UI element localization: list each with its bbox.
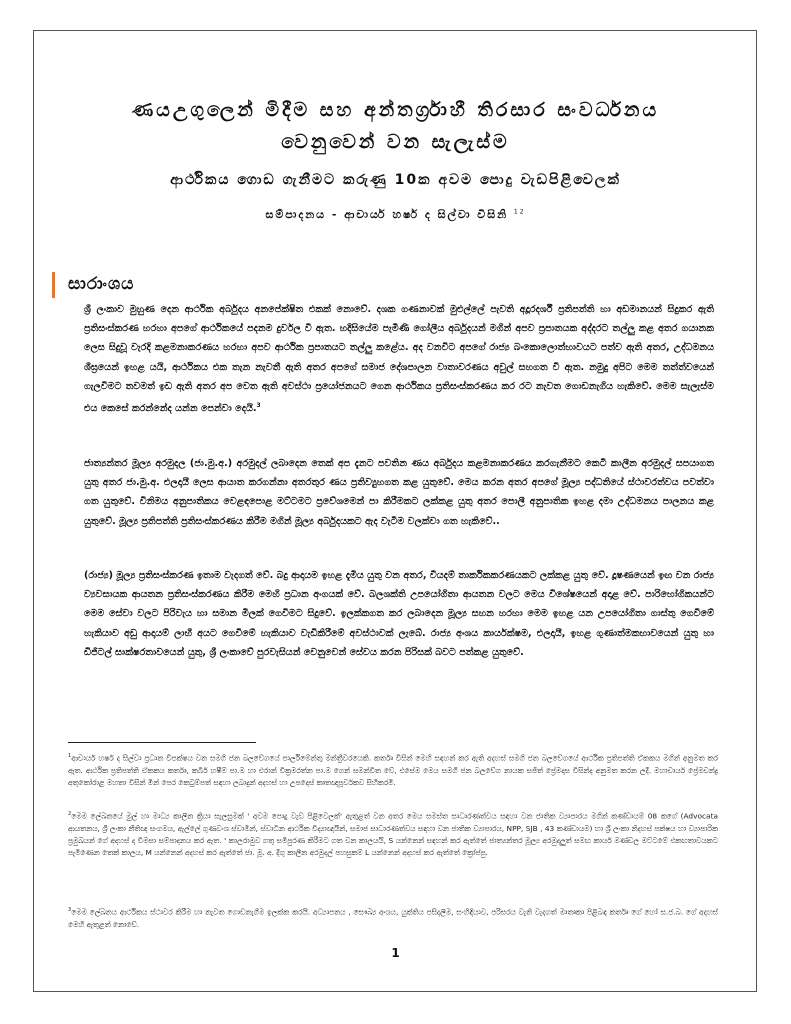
section-heading: සාරාංශය <box>68 274 135 294</box>
document-subtitle: ආර්ථිකය ගොඩ ගැනීමට කරුණු 10ක අවම පොදු වැඩපිළිවෙලක් <box>170 172 621 188</box>
footnote-2-text: මෙම ලේඛනයේ මුල් හා මාධ්‍ය කාලීන ක්‍රියා සැලසුමක් ' අවම පොදු වැඩ පිළිවෙලක්' ඇතුළත් වන අතර මෙය සමස්ත සාධාරණත්වය සඳහා වන ජාතික ව්‍යාපාරය මගින් කණ්ඩායම් 08 කගේ (Advocata ආයතනය, ශ්‍රී ලංකා නීතිඥ සංගමය, ඇල්ලේ ගුණවංශ ස්වාමීන්, ස්වාධීන ආර්ථික විද්‍යාඥයින්, සමාජ සාධාරණත්වය සඳහා වන ජාතික ව්‍යාපාරය, NPP, SJB , 43 කණ්ඩායම) හා ශ්‍රී ලංකා නිදහස් පක්ෂය හා ව්‍යාපාරික ප්‍රමුඛයන් ගේ අදහස් ද විමසා සම්පාදනය කර ඇත. ' කාලරාමුව ගතු සමීපුරණ කිරීමට ගත වන කාලයයි, S යන්නෙන් සඳහන් කර ඇත්තේ ජාත්‍යන්තර මූල්‍ය අරමුදලුත් සමඟ කාර්ය මණ්ඩල මට්ටමේ එකඟතාවයකට පැමිණෙන තෙක් කාලය, M යන්නෙන් අදහස් කර ඇත්තේ ජා. මූ. අ. දිගු කාලීන අරමුදල් පහසුකම් L යන්නෙන් අදහස් කර ඇත්තේ ක්‍රෝප්පු. <box>68 811 718 858</box>
summary-paragraph-2: ජාත්‍යන්තර මූල්‍ය අරමුදල (ජා.මු.අ.) අරමුදල් ලබාදෙන තෙක් අප දැනට පවතින ණය අර්බුදය කළමනාකරණය කරගැනීමට කෙටි කාලීන අරමුදල් සපයාගත යුතු අතර ජා.මු.අ. එලදායී ලෙස ආයාත කරගන්නා අතරතුර ණය ප්‍රතිව්‍යුහගත කළ යුතුවේ. මෙය කරන අතර අපගේ මූල්‍ය පද්ධතියේ ස්ථාවරත්වය පවත්වා ගත යුතුවේ. විනිමය අනුපාතිකය වෙළඳපොළ මට්ටමට ප්‍රවේශමෙන් පා කිරීමකට ලක්කළ යුතු අතර පොලී අනුපාතික ඉහළ දමා උද්ධමනය පාලනය කළ යුතුවේ. මූල්‍ය ප්‍රතිපත්ති ප්‍රතිසංස්කරණය කිරීම මගින් මූල්‍ය අර්බුදයකට ඇද වැටීම වලක්වා ගත හැකිවේ.. <box>84 458 714 527</box>
author-line <box>60 208 731 222</box>
page-number: 1 <box>391 946 400 960</box>
paragraph-1-footnote-ref: 3 <box>256 402 261 410</box>
title-line-1: ණයඋගුලෙන් මිදීම සහ අන්තර්ග්‍රාහී තිරසාර සංවර්ධනය <box>131 99 660 121</box>
summary-paragraph-1 <box>84 300 714 418</box>
footnote-1-text: ආචාර්ය හර්ෂ ද සිල්වා ප්‍රධාන විපක්ෂය වන සමගි ජන බලවේගයේ පාර්ලිමේන්තු මන්ත්‍රීවරයෙකි. කර්තෘ විසින් මෙහි සඳහන් කර ඇති අදහස් සමගි ජන බලවේගයේ ආර්ථික ප්‍රතිපත්ති ඒකකය මගින් අනුමත කර ඇත. ආර්ථික ප්‍රතිපත්ති ඒකකය කර්තෘ, කබීර් හෂීම් පා.ම හා එරාන් වික්‍රමරත්න පා.ම ගෙන් සමන්විත වේ, එසේම මෙය සමගි ජන බලවේග නායක සජිත් ප්‍රේමදාස විසින්ද අනුමත කරන ලදී. මහාචාර්ය ප්‍රේමචන්ද්‍ර අතුකෝරාළ මහතා විසින් මින් පෙර කෙටුම්පත් සඳහා ලබාදුන් අදහස් හා උපදෙස් කෘතඥපූර්වකව සිහිකරමි. <box>68 753 718 788</box>
footnote-1 <box>68 750 718 789</box>
footnote-3-number: 3 <box>68 907 72 913</box>
section-accent-bar <box>52 272 55 298</box>
author-footnote-refs: 12 <box>513 208 526 216</box>
paragraph-1-text: ශ්‍රී ලංකාව මුහුණ දෙන ආර්ථික අර්බුදය අනපේක්ෂිත එකක් නොවේ. දශක ගණනාවක් මුළුල්ලේ පැවති අදූරදර්ශී ප්‍රතිපත්ති හා අඩමානයන් සිදුකර ඇති ප්‍රතිසංස්කරණ හරහා අපගේ ආර්ථිකයේ පදනම දුර්වල වී ඇත. හදිසියේම පැමිණි ගෝලීය අර්බුදයන් මගින් අපව ප්‍රපාතයක අද්දරට තල්ලු කළ අතර ගයානක ලෙස සිදුවූ වැරදි කළමනාකරණය හරහා අපව ආර්ථික ප්‍රපාතයට තල්ලු කළේය. අද වනවිට අපගේ රාජ්‍ය බංකොලොත්භාවයට පත්ව ඇති අතර, උද්ධමනය ශීඝ්‍රයෙන් ඉහළ යයි, ආර්ථිකය එක තැන නැවතී ඇති අතර අපගේ සමාජ දේශපාලන වාතාවරණය අවුල් සහගත වී ඇත. නමුදු අපිට මෙම තත්ත්වයෙන් ගැලවීමට තවමත් ඉඩ ඇති අතර අප වෙත ඇති අවස්ථා ප්‍රයෝජනයට ගෙන ආර්ථිකය ප්‍රතිසංස්කරණය කර රට නැවත ගොඩනැගිය හැකිවේ. මෙම සැලැස්ම එය කෙසේ කරන්නේද යන්න පෙන්වා දෙයි. <box>84 304 714 415</box>
title-line-2: වෙනුවෙන් වන සැලැස්ම <box>281 131 510 153</box>
summary-paragraph-3: (රාජ්‍ය) මූල්‍ය ප්‍රතිසංස්කරණ ඉතාම වැදගත් වේ. බදු ආදායම ඉහළ දැමිය යුතු වන අතර, වියදම් තාර්කිකකරණයකට ලක්කළ යුතු වේ. දූෂණයෙන් ඉඟ වන රාජ්‍ය ව්‍යවසායක ආයතන ප්‍රතිසංස්කරණය කිරීම මෙහි ප්‍රධාන අංගයක් වේ. බලශක්ති උපයෝගිතා ආයතන වලට මෙය විශේෂයෙන් අදාළ වේ. පාරිභෝගිකයන්ට මෙම සේවා වලට පිරිවැය හා සමාන මිලක් ගෙවීමට සිදුවේ. ඉලක්කගත කර ලබාදෙන මූල්‍ය සහන හරහා මෙම ඉහළ යන උපයෝගිතා ගාස්තු ගෙවීමේ හැකියාව අඩු ආදායම් ලාභී අයට ගෙවීමේ හැකියාව වැඩිකිරීමේ අවස්ථාවක් ලැබේ. රාජ්‍ය අංශය කාර්යක්ෂම, එලදායී, ඉහළ ගුණාත්මකභාවයෙන් යුතු හා ඩිජිටල් සාක්ෂරතාවයෙන් යුතු, ශ්‍රී ලංකාවේ පුරවැසියන් වෙනුවෙන් සේවය කරන පිරිසක් බවට පත්කළ යුතුවේ. <box>84 570 714 658</box>
footnote-3-text: මෙම ලේඛනය ආර්ථිකය ස්ථාවර කිරීම හා නැවත ගොඩනැගීම ඉලක්ක කරයි. අධ්‍යාපනය , සෞඛ්‍ය අංශය, යුක්තිය පසිදලීම, සංහිඳියාව, පරිසරය වැනි වැදගත් මාතෘකා පිළිබඳ කර්තෘ ගේ හෝ ස.ජ.බ. ගේ අදහස් මෙහි ඇතුළත් නොවේ. <box>68 907 718 929</box>
footnote-2 <box>68 808 718 860</box>
footnote-1-number: 1 <box>68 753 72 759</box>
document-title <box>60 94 731 158</box>
author-text: සම්පාදනය - ආචාර්ය හර්ෂ ද සිල්වා විසිනි <box>265 208 509 221</box>
footnote-2-number: 2 <box>68 811 72 817</box>
footnote-separator <box>68 742 256 743</box>
footnote-3 <box>68 904 718 931</box>
